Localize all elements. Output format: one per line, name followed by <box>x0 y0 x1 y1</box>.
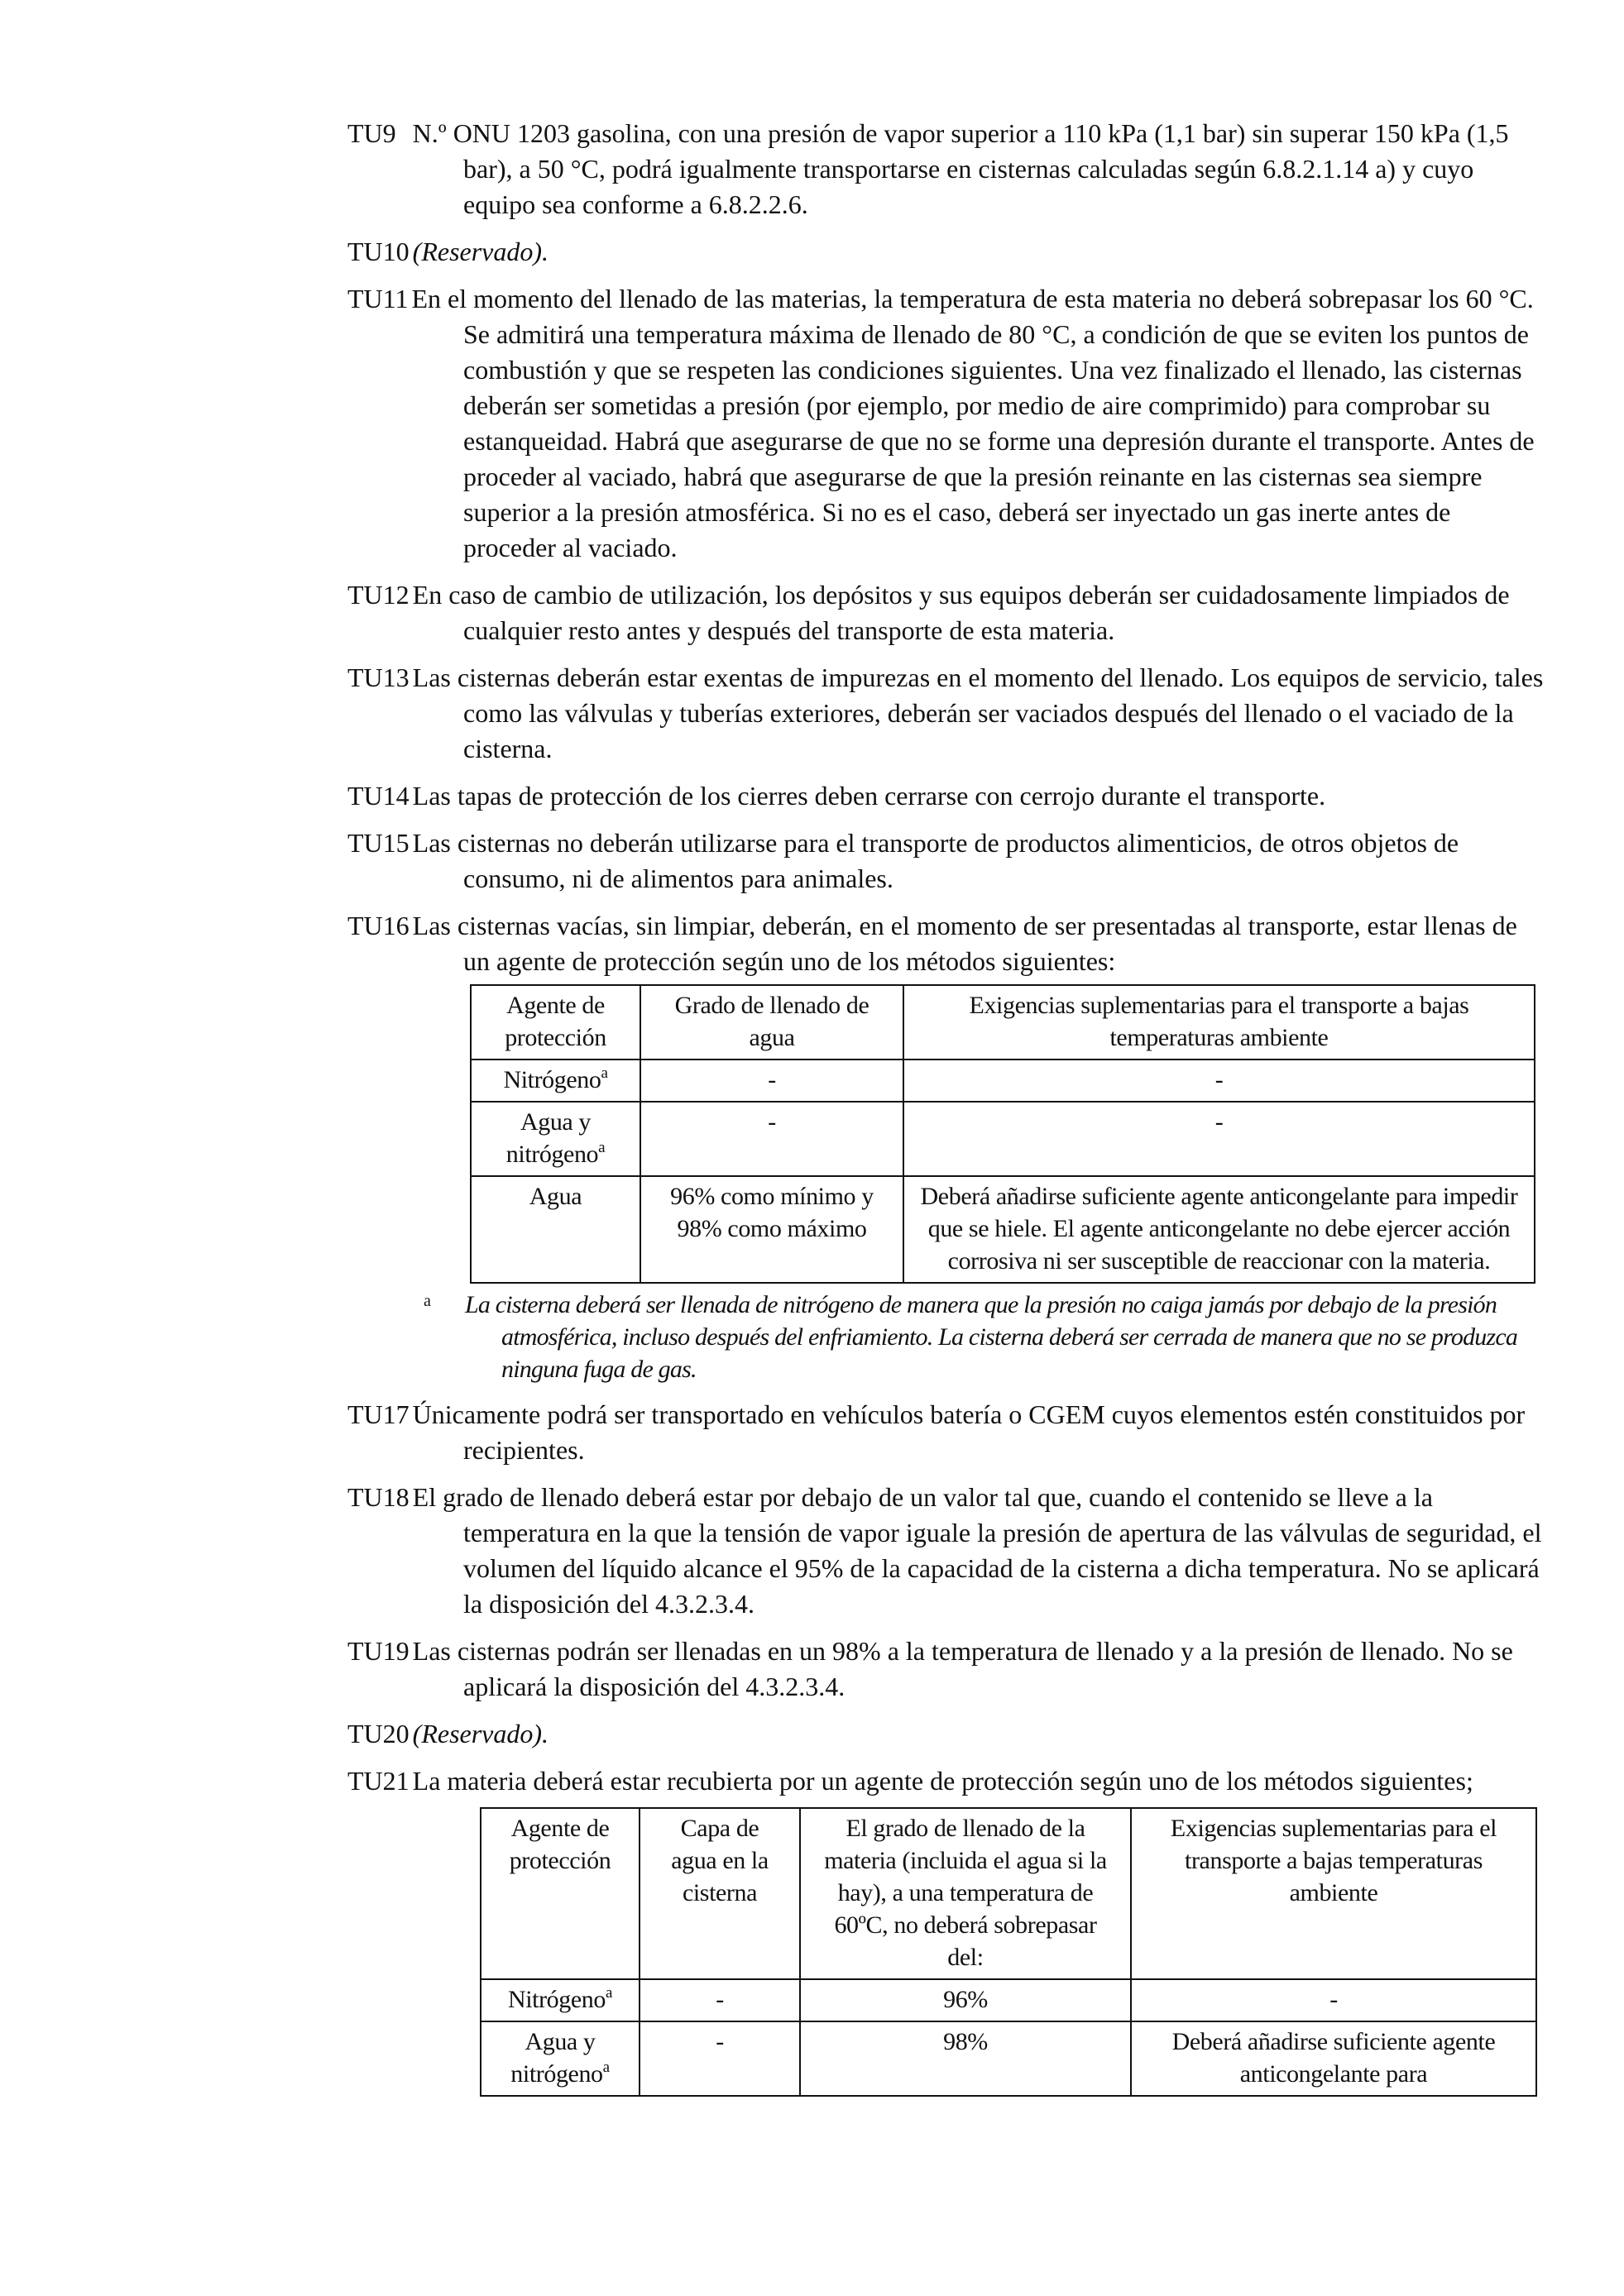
paragraph-text: Las cisternas no deberán utilizarse para el transporte de productos alimenticios, de otros objetos de consumo, ni de alimentos para animales. <box>412 828 1459 893</box>
table-cell: 96% <box>800 1979 1131 2021</box>
paragraph-text: Únicamente podrá ser transportado en vehículos batería o CGEM cuyos elementos estén constituidos por recipientes. <box>412 1399 1526 1465</box>
paragraph-code: TU10 <box>347 237 410 266</box>
agent-label: Nitrógeno <box>507 1986 606 2013</box>
table-cell: - <box>640 2021 800 2096</box>
paragraph-tu10 <box>347 234 1547 270</box>
agent-label-line2: nitrógeno <box>505 1141 599 1168</box>
paragraph-code: TU14 <box>347 781 410 811</box>
paragraph-tu17 <box>347 1397 1547 1468</box>
footnote-ref: a <box>606 1984 613 2002</box>
paragraph-text: En caso de cambio de utilización, los depósitos y sus equipos deberán ser cuidadosamente limpiados de cualquier resto antes y después del transporte de esta materia. <box>412 580 1510 645</box>
footnote <box>347 1289 1547 1385</box>
table-cell: Deberá añadirse suficiente agente anticongelante para impedir que se hiele. El agente anticongelante no debe ejercer acción corrosiva ni ser susceptible de reaccionar con la materia. <box>903 1176 1535 1283</box>
table-header-cell: Grado de llenado de agua <box>640 985 903 1060</box>
table-cell: - <box>640 1979 800 2021</box>
table-row <box>471 1102 1535 1176</box>
table-header-row <box>481 1808 1536 1979</box>
paragraph-code: TU17 <box>347 1399 410 1429</box>
paragraph-code: TU9 <box>347 118 396 148</box>
table-header-cell: El grado de llenado de la materia (incluida el agua si la hay), a una temperatura de 60ºC, no deberá sobrepasar del: <box>800 1808 1131 1979</box>
agent-label: Agua y <box>520 1108 592 1136</box>
paragraph-code: TU21 <box>347 1766 410 1796</box>
paragraph-tu18 <box>347 1480 1547 1622</box>
paragraph-text: (Reservado). <box>412 237 549 266</box>
agent-label: Agua y <box>525 2028 596 2055</box>
table-header-cell: Capa de agua en la cisterna <box>640 1808 800 1979</box>
paragraph-text: (Reservado). <box>412 1719 549 1748</box>
table-cell: - <box>1131 1979 1536 2021</box>
table-cell: Deberá añadirse suficiente agente anticongelante para <box>1131 2021 1536 2096</box>
table-header-cell: Agente de protección <box>471 985 640 1060</box>
table-tu21 <box>480 1807 1537 2097</box>
paragraph-text: Las cisternas podrán ser llenadas en un 98% a la temperatura de llenado y a la presión de llenado. No se aplicará la disposición del 4.3.2.3.4. <box>412 1636 1513 1701</box>
table-header-cell: Exigencias suplementarias para el transporte a bajas temperaturas ambiente <box>1131 1808 1536 1979</box>
footnote-ref: a <box>598 1139 606 1156</box>
paragraph-tu11 <box>347 281 1547 566</box>
paragraph-tu12 <box>347 577 1547 648</box>
footnote-ref: a <box>602 2059 610 2076</box>
paragraph-tu20 <box>347 1716 1547 1752</box>
table-tu16 <box>470 984 1535 1284</box>
paragraph-code: TU13 <box>347 662 410 692</box>
table-cell: - <box>640 1060 903 1102</box>
paragraph-tu15 <box>347 825 1547 897</box>
paragraph-text: La materia deberá estar recubierta por un agente de protección según uno de los métodos siguientes; <box>412 1766 1473 1796</box>
table-cell: 98% <box>800 2021 1131 2096</box>
table-cell-agent <box>471 1060 640 1102</box>
agent-label: Nitrógeno <box>503 1066 601 1093</box>
paragraph-tu16 <box>347 908 1547 979</box>
paragraph-tu19 <box>347 1634 1547 1705</box>
paragraph-code: TU12 <box>347 580 410 610</box>
footnote-mark: a <box>424 1292 431 1310</box>
table-cell: - <box>640 1102 903 1176</box>
paragraph-tu9 <box>347 116 1547 222</box>
paragraph-code: TU19 <box>347 1636 410 1666</box>
footnote-text: La cisterna deberá ser llenada de nitrógeno de manera que la presión no caiga jamás por debajo de la presión atmosférica, incluso después del enfriamiento. La cisterna deberá ser cerrada de manera que no se produzca ninguna fuga de gas. <box>465 1291 1518 1383</box>
table-row <box>471 1176 1535 1283</box>
paragraph-code: TU15 <box>347 828 410 858</box>
paragraph-text: En el momento del llenado de las materias, la temperatura de esta materia no deberá sobrepasar los 60 °C. Se admitirá una temperatura máxima de llenado de 80 °C, a condición de que se eviten los puntos de combustión y que se respeten las condiciones siguientes. Una vez finalizado el llenado, las cisternas deberán ser sometidas a presión (por ejemplo, por medio de aire comprimido) para comprobar su estanqueidad. Habrá que asegurarse de que no se forme una depresión durante el transporte. Antes de proceder al vaciado, habrá que asegurarse de que la presión reinante en las cisternas sea siempre superior a la presión atmosférica. Si no es el caso, deberá ser inyectado un gas inerte antes de proceder al vaciado. <box>411 284 1535 562</box>
paragraph-code: TU18 <box>347 1482 410 1512</box>
agent-label-line2: nitrógeno <box>510 2060 603 2088</box>
table-cell-agent <box>471 1102 640 1176</box>
paragraph-text: Las cisternas vacías, sin limpiar, deberán, en el momento de ser presentadas al transporte, estar llenas de un agente de protección según uno de los métodos siguientes: <box>412 911 1517 976</box>
paragraph-tu13 <box>347 660 1547 767</box>
table-cell: - <box>903 1102 1535 1176</box>
table-cell: - <box>903 1060 1535 1102</box>
paragraph-code: TU16 <box>347 911 410 940</box>
paragraph-text: Las tapas de protección de los cierres deben cerrarse con cerrojo durante el transporte. <box>412 781 1326 811</box>
footnote-ref: a <box>601 1064 608 1082</box>
table-header-cell: Exigencias suplementarias para el transporte a bajas temperaturas ambiente <box>903 985 1535 1060</box>
table-cell-agent <box>481 2021 640 2096</box>
table-row <box>481 1979 1536 2021</box>
table-cell-agent: Agua <box>471 1176 640 1283</box>
table-header-cell: Agente de protección <box>481 1808 640 1979</box>
paragraph-code: TU11 <box>347 284 409 313</box>
table-row <box>471 1060 1535 1102</box>
table-row <box>481 2021 1536 2096</box>
paragraph-text: El grado de llenado deberá estar por debajo de un valor tal que, cuando el contenido se lleve a la temperatura en la que la tensión de vapor iguale la presión de apertura de las válvulas de seguridad, el volumen del líquido alcance el 95% de la capacidad de la cisterna a dicha temperatura. No se aplicará la disposición del 4.3.2.3.4. <box>412 1482 1542 1619</box>
paragraph-tu14 <box>347 778 1547 814</box>
document-page <box>347 116 1547 2097</box>
paragraph-code: TU20 <box>347 1719 410 1748</box>
paragraph-text: N.º ONU 1203 gasolina, con una presión de vapor superior a 110 kPa (1,1 bar) sin superar 150 kPa (1,5 bar), a 50 °C, podrá igualmente transportarse en cisternas calculadas según 6.8.2.1.14 a) y cuyo equipo sea conforme a 6.8.2.2.6. <box>412 118 1509 219</box>
table-header-row <box>471 985 1535 1060</box>
paragraph-tu21 <box>347 1763 1547 1799</box>
table-cell-agent <box>481 1979 640 2021</box>
paragraph-text: Las cisternas deberán estar exentas de impurezas en el momento del llenado. Los equipos de servicio, tales como las válvulas y tuberías exteriores, deberán ser vaciados después del llenado o el vaciado de la cisterna. <box>412 662 1544 763</box>
table-cell: 96% como mínimo y 98% como máximo <box>640 1176 903 1283</box>
